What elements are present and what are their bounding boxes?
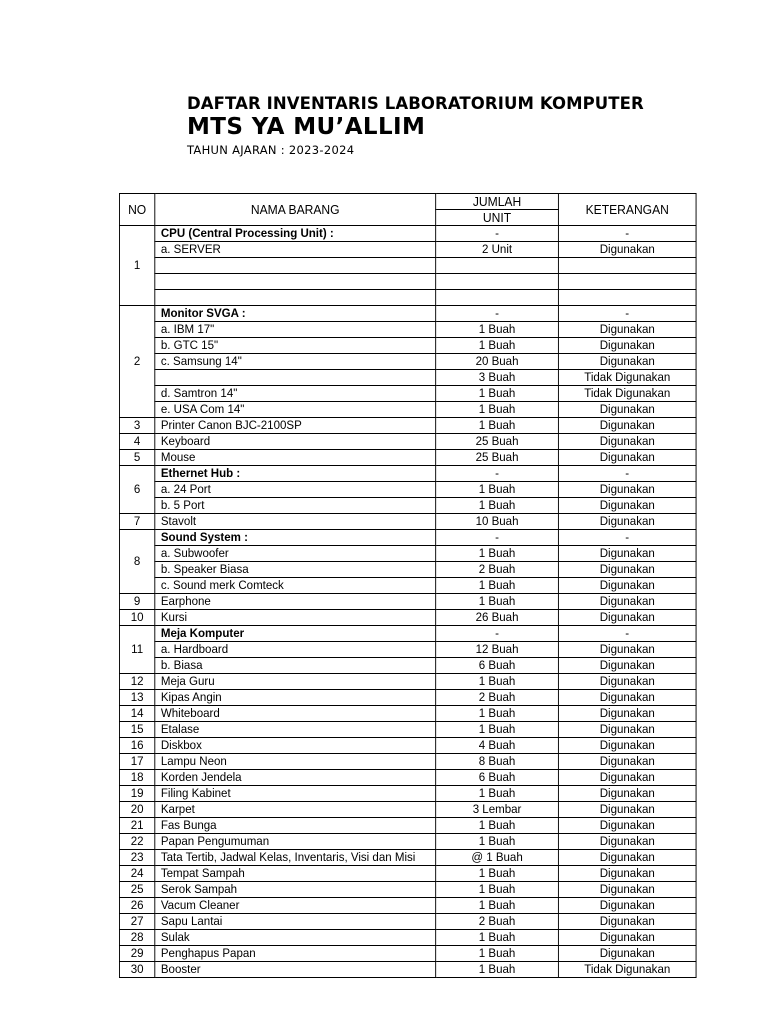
inventory-table (119, 193, 697, 978)
item-name: Printer Canon BJC-2100SP (155, 418, 436, 434)
item-status: Digunakan (558, 594, 696, 610)
item-quantity: 1 Buah (436, 786, 559, 802)
item-status: Digunakan (558, 834, 696, 850)
item-status: Digunakan (558, 850, 696, 866)
table-row (119, 258, 696, 274)
item-quantity: 1 Buah (436, 898, 559, 914)
item-number: 18 (119, 770, 154, 786)
item-status: Tidak Digunakan (558, 386, 696, 402)
item-status: Digunakan (558, 546, 696, 562)
item-quantity: - (436, 530, 559, 546)
school-name: MTS YA MU’ALLIM (187, 114, 426, 140)
table-row (119, 866, 696, 882)
table-row (119, 818, 696, 834)
table-row (119, 530, 696, 546)
item-name: Tata Tertib, Jadwal Kelas, Inventaris, Visi dan Misi (155, 850, 436, 866)
table-row (119, 738, 696, 754)
table-row (119, 306, 696, 322)
table-row (119, 418, 696, 434)
item-quantity: 3 Buah (436, 370, 559, 386)
table-row (119, 786, 696, 802)
item-quantity: 4 Buah (436, 738, 559, 754)
table-row (119, 690, 696, 706)
item-status: - (558, 226, 696, 242)
table-row (119, 402, 696, 418)
table-row (119, 386, 696, 402)
item-number: 30 (119, 962, 154, 978)
item-status: Digunakan (558, 322, 696, 338)
item-number: 3 (119, 418, 154, 434)
table-row (119, 562, 696, 578)
item-name: b. 5 Port (155, 498, 436, 514)
item-status: Digunakan (558, 898, 696, 914)
table-row (119, 914, 696, 930)
item-number: 16 (119, 738, 154, 754)
item-name: a. Hardboard (155, 642, 436, 658)
item-quantity: 26 Buah (436, 610, 559, 626)
item-status: - (558, 626, 696, 642)
item-quantity: 6 Buah (436, 658, 559, 674)
item-quantity (436, 258, 559, 274)
item-status: Digunakan (558, 866, 696, 882)
item-name: Filing Kabinet (155, 786, 436, 802)
table-row (119, 482, 696, 498)
item-name: Serok Sampah (155, 882, 436, 898)
item-quantity: 2 Buah (436, 914, 559, 930)
item-quantity: 1 Buah (436, 322, 559, 338)
item-name: e. USA Com 14" (155, 402, 436, 418)
item-status: Digunakan (558, 658, 696, 674)
item-status: Digunakan (558, 402, 696, 418)
item-status: - (558, 306, 696, 322)
item-quantity: 20 Buah (436, 354, 559, 370)
item-status: Digunakan (558, 434, 696, 450)
item-status: Digunakan (558, 498, 696, 514)
item-quantity: 1 Buah (436, 338, 559, 354)
item-name: Stavolt (155, 514, 436, 530)
item-number: 1 (119, 226, 154, 306)
item-status: Digunakan (558, 642, 696, 658)
item-name (155, 370, 436, 386)
table-row (119, 242, 696, 258)
item-quantity: 1 Buah (436, 946, 559, 962)
item-name: c. Sound merk Comteck (155, 578, 436, 594)
table-row (119, 770, 696, 786)
item-quantity: 3 Lembar (436, 802, 559, 818)
item-status: Digunakan (558, 562, 696, 578)
item-number: 26 (119, 898, 154, 914)
item-name: Korden Jendela (155, 770, 436, 786)
item-number: 2 (119, 306, 154, 418)
academic-year: TAHUN AJARAN : 2023-2024 (187, 143, 355, 157)
table-row (119, 322, 696, 338)
item-number: 15 (119, 722, 154, 738)
item-status (558, 290, 696, 306)
item-name: Booster (155, 962, 436, 978)
table-row (119, 722, 696, 738)
item-name: a. IBM 17" (155, 322, 436, 338)
item-quantity: 1 Buah (436, 594, 559, 610)
table-row (119, 882, 696, 898)
item-quantity: - (436, 466, 559, 482)
item-number: 5 (119, 450, 154, 466)
item-status: Digunakan (558, 354, 696, 370)
table-row (119, 834, 696, 850)
item-number: 28 (119, 930, 154, 946)
table-row (119, 450, 696, 466)
table-row (119, 626, 696, 642)
item-status: Digunakan (558, 690, 696, 706)
table-row (119, 354, 696, 370)
table-row (119, 466, 696, 482)
item-number: 24 (119, 866, 154, 882)
item-name: a. 24 Port (155, 482, 436, 498)
table-row (119, 546, 696, 562)
item-number: 6 (119, 466, 154, 514)
item-quantity: 2 Buah (436, 562, 559, 578)
item-status (558, 274, 696, 290)
item-number: 12 (119, 674, 154, 690)
item-number: 11 (119, 626, 154, 674)
item-status: Digunakan (558, 514, 696, 530)
item-number: 14 (119, 706, 154, 722)
item-name (155, 258, 436, 274)
item-name: b. Biasa (155, 658, 436, 674)
table-row (119, 498, 696, 514)
item-name (155, 290, 436, 306)
item-name: CPU (Central Processing Unit) : (155, 226, 436, 242)
item-status: Digunakan (558, 946, 696, 962)
item-quantity: 1 Buah (436, 418, 559, 434)
item-number: 4 (119, 434, 154, 450)
item-number: 7 (119, 514, 154, 530)
item-name: Mouse (155, 450, 436, 466)
item-status: Digunakan (558, 754, 696, 770)
item-name: Kursi (155, 610, 436, 626)
item-quantity: 12 Buah (436, 642, 559, 658)
item-status: Digunakan (558, 242, 696, 258)
item-quantity: 1 Buah (436, 578, 559, 594)
item-quantity: - (436, 226, 559, 242)
item-name: Diskbox (155, 738, 436, 754)
item-quantity: 8 Buah (436, 754, 559, 770)
item-quantity: 1 Buah (436, 386, 559, 402)
item-quantity: 1 Buah (436, 962, 559, 978)
item-number: 9 (119, 594, 154, 610)
item-quantity: 1 Buah (436, 818, 559, 834)
item-status: Digunakan (558, 450, 696, 466)
item-quantity: 10 Buah (436, 514, 559, 530)
item-quantity: 1 Buah (436, 498, 559, 514)
item-status: Digunakan (558, 610, 696, 626)
item-quantity: @ 1 Buah (436, 850, 559, 866)
item-name: b. GTC 15" (155, 338, 436, 354)
item-name: Vacum Cleaner (155, 898, 436, 914)
item-name: Karpet (155, 802, 436, 818)
item-quantity: 6 Buah (436, 770, 559, 786)
item-status: Digunakan (558, 930, 696, 946)
table-row (119, 946, 696, 962)
item-quantity: 1 Buah (436, 706, 559, 722)
inventory-body (119, 226, 696, 978)
item-status: - (558, 466, 696, 482)
item-name: a. SERVER (155, 242, 436, 258)
item-status: Digunakan (558, 802, 696, 818)
item-name: Sulak (155, 930, 436, 946)
item-name: Keyboard (155, 434, 436, 450)
table-row (119, 674, 696, 690)
item-quantity: 25 Buah (436, 434, 559, 450)
item-name: Ethernet Hub : (155, 466, 436, 482)
item-number: 20 (119, 802, 154, 818)
item-status: Digunakan (558, 578, 696, 594)
item-number: 17 (119, 754, 154, 770)
item-number: 25 (119, 882, 154, 898)
table-row (119, 338, 696, 354)
header-qty: JUMLAH (436, 194, 559, 210)
table-row (119, 514, 696, 530)
item-status: - (558, 530, 696, 546)
item-name: d. Samtron 14" (155, 386, 436, 402)
table-row (119, 594, 696, 610)
item-name: Sapu Lantai (155, 914, 436, 930)
item-quantity: 1 Buah (436, 674, 559, 690)
table-row (119, 642, 696, 658)
table-row (119, 434, 696, 450)
item-status: Digunakan (558, 418, 696, 434)
item-name: Kipas Angin (155, 690, 436, 706)
item-quantity: 25 Buah (436, 450, 559, 466)
item-status: Digunakan (558, 482, 696, 498)
item-name: Earphone (155, 594, 436, 610)
item-name: Papan Pengumuman (155, 834, 436, 850)
item-quantity: 1 Buah (436, 722, 559, 738)
table-row (119, 610, 696, 626)
header-ket: KETERANGAN (558, 194, 696, 226)
item-number: 8 (119, 530, 154, 594)
header-no: NO (119, 194, 154, 226)
item-status: Digunakan (558, 706, 696, 722)
item-status: Digunakan (558, 914, 696, 930)
item-status: Digunakan (558, 770, 696, 786)
table-row (119, 226, 696, 242)
item-number: 21 (119, 818, 154, 834)
item-status: Digunakan (558, 882, 696, 898)
table-row (119, 706, 696, 722)
item-quantity: - (436, 626, 559, 642)
item-number: 19 (119, 786, 154, 802)
item-quantity: 1 Buah (436, 866, 559, 882)
item-quantity: 1 Buah (436, 402, 559, 418)
table-row (119, 850, 696, 866)
item-quantity (436, 290, 559, 306)
item-status: Digunakan (558, 786, 696, 802)
item-name: Meja Guru (155, 674, 436, 690)
item-status: Digunakan (558, 738, 696, 754)
item-name: Monitor SVGA : (155, 306, 436, 322)
item-quantity: 1 Buah (436, 882, 559, 898)
item-quantity: 2 Buah (436, 690, 559, 706)
table-row (119, 898, 696, 914)
table-row (119, 754, 696, 770)
item-name: Tempat Sampah (155, 866, 436, 882)
table-row (119, 274, 696, 290)
item-status: Digunakan (558, 674, 696, 690)
item-quantity: 1 Buah (436, 834, 559, 850)
item-number: 22 (119, 834, 154, 850)
item-status: Tidak Digunakan (558, 962, 696, 978)
item-status: Digunakan (558, 338, 696, 354)
item-name: Etalase (155, 722, 436, 738)
item-name: Whiteboard (155, 706, 436, 722)
item-status: Digunakan (558, 818, 696, 834)
item-name: Meja Komputer (155, 626, 436, 642)
item-number: 13 (119, 690, 154, 706)
item-name: Sound System : (155, 530, 436, 546)
item-quantity: - (436, 306, 559, 322)
table-row (119, 930, 696, 946)
item-status: Tidak Digunakan (558, 370, 696, 386)
header-unit: UNIT (436, 210, 559, 226)
header-name: NAMA BARANG (155, 194, 436, 226)
table-row (119, 658, 696, 674)
item-name: Lampu Neon (155, 754, 436, 770)
item-name (155, 274, 436, 290)
item-number: 29 (119, 946, 154, 962)
item-name: a. Subwoofer (155, 546, 436, 562)
item-name: c. Samsung 14" (155, 354, 436, 370)
table-row (119, 578, 696, 594)
document-header (187, 94, 644, 158)
item-quantity (436, 274, 559, 290)
table-row (119, 962, 696, 978)
table-row (119, 370, 696, 386)
item-status: Digunakan (558, 722, 696, 738)
item-number: 10 (119, 610, 154, 626)
table-row (119, 802, 696, 818)
item-name: Fas Bunga (155, 818, 436, 834)
item-number: 23 (119, 850, 154, 866)
item-number: 27 (119, 914, 154, 930)
item-status (558, 258, 696, 274)
item-quantity: 1 Buah (436, 546, 559, 562)
item-name: b. Speaker Biasa (155, 562, 436, 578)
item-name: Penghapus Papan (155, 946, 436, 962)
table-row (119, 290, 696, 306)
document-title: DAFTAR INVENTARIS LABORATORIUM KOMPUTER (187, 94, 644, 113)
item-quantity: 2 Unit (436, 242, 559, 258)
item-quantity: 1 Buah (436, 482, 559, 498)
item-quantity: 1 Buah (436, 930, 559, 946)
